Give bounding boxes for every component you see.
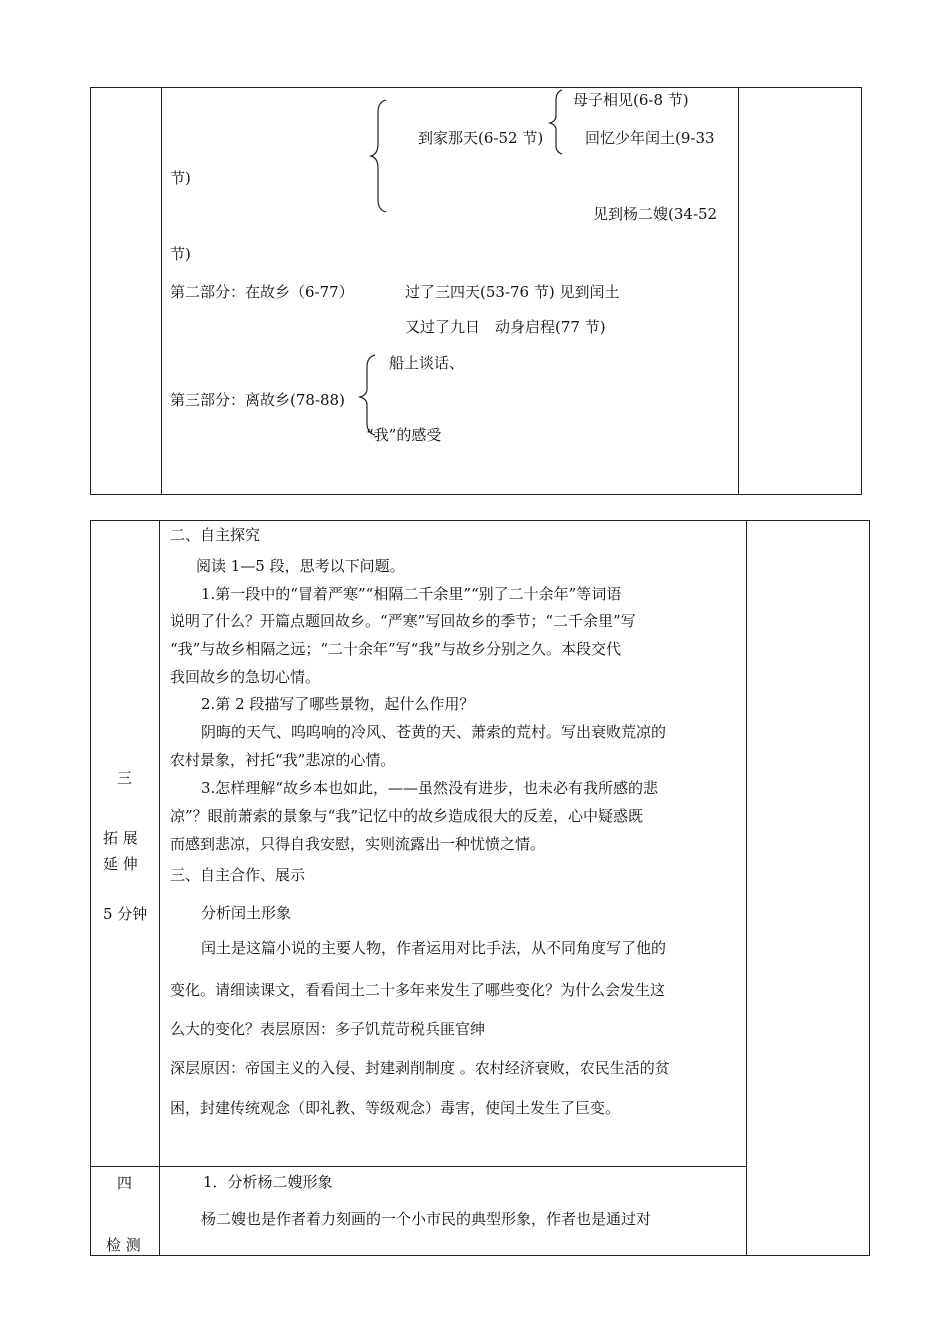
q1-line-2: 说明了什么？开篇点题回故乡。“严寒”写回故乡的季节；“二千余里”写 xyxy=(170,612,636,630)
table-2-divider-right xyxy=(746,520,747,1256)
q3-line-2: 凉”？眼前萧索的景象与“我”记忆中的故乡造成很大的反差，心中疑惑既 xyxy=(170,807,644,825)
q2-line-3: 农村景象，衬托“我”悲凉的心情。 xyxy=(170,751,396,769)
section-3-time: 5 分钟 xyxy=(103,905,148,923)
section-3-title-line-2: 延 伸 xyxy=(103,855,138,873)
outline-meet-yang: 见到杨二嫂(34-52 xyxy=(593,205,718,223)
instruction-read: 阅读 1—5 段，思考以下问题。 xyxy=(196,557,405,575)
outline-mother-son: 母子相见(6-8 节) xyxy=(573,91,689,109)
table-2-row-separator xyxy=(90,1166,746,1167)
section-3-title-line-1: 拓 展 xyxy=(103,829,138,847)
outline-my-feeling: “我”的感受 xyxy=(366,426,442,444)
runtu-line-3: 么大的变化？表层原因：多子饥荒苛税兵匪官绅 xyxy=(170,1020,486,1038)
outline-jie-2: 节) xyxy=(170,245,191,263)
yang-line-1: 杨二嫂也是作者着力刻画的一个小市民的典型形象，作者也是通过对 xyxy=(201,1210,652,1228)
outline-brace-part3 xyxy=(359,355,379,435)
outline-boat-talk: 船上谈话、 xyxy=(389,354,465,372)
q1-line-1: 1.第一段中的“冒着严寒”“相隔二千余里”“别了二十余年”等词语 xyxy=(201,585,622,603)
outline-part-3: 第三部分：离故乡(78-88) xyxy=(170,391,345,409)
runtu-line-2: 变化。请细读课文，看看闰土二十多年来发生了哪些变化？为什么会发生这 xyxy=(170,981,666,999)
q3-line-3: 而感到悲凉，只得自我安慰，实则流露出一种忧愤之情。 xyxy=(170,835,546,853)
table-1-divider-left xyxy=(161,87,162,495)
q2-line-1: 2.第 2 段描写了哪些景物，起什么作用？ xyxy=(201,695,475,713)
section-4-number: 四 xyxy=(117,1174,133,1192)
outline-brace-small xyxy=(548,90,568,154)
q3-line-1: 3.怎样理解“故乡本也如此，——虽然没有进步，也未必有我所感的悲 xyxy=(201,779,658,797)
q1-line-3: “我”与故乡相隔之远；“二十余年”写“我”与故乡分别之久。本段交代 xyxy=(170,640,622,658)
table-2-divider-left xyxy=(159,520,160,1256)
outline-three-four-days: 过了三四天(53-76 节) 见到闰土 xyxy=(405,283,620,301)
outline-recall-runtu: 回忆少年闰土(9-33 xyxy=(585,129,715,147)
outline-arrival-day: 到家那天(6-52 节) xyxy=(418,129,544,147)
runtu-deep-cause-1: 深层原因：帝国主义的入侵、封建剥削制度 。农村经济衰败，农民生活的贫 xyxy=(170,1059,670,1077)
heading-self-study: 二、自主探究 xyxy=(170,526,261,544)
q1-line-4: 我回故乡的急切心情。 xyxy=(170,668,321,686)
section-4-title: 检 测 xyxy=(106,1236,141,1254)
table-1-divider-right xyxy=(738,87,739,495)
outline-nine-days: 又过了九日 动身启程(77 节) xyxy=(405,318,606,336)
task-analyze-runtu: 分析闰土形象 xyxy=(201,904,292,922)
runtu-line-1: 闰土是这篇小说的主要人物，作者运用对比手法，从不同角度写了他的 xyxy=(201,939,667,957)
runtu-deep-cause-2: 困，封建传统观念（即礼教、等级观念）毒害，使闰土发生了巨变。 xyxy=(170,1099,621,1117)
outline-part-2: 第二部分：在故乡（6-77） xyxy=(170,283,354,301)
task-analyze-yang: 1．分析杨二嫂形象 xyxy=(203,1173,333,1191)
section-3-number: 三 xyxy=(117,769,133,787)
q2-line-2: 阴晦的天气、呜呜响的冷风、苍黄的天、萧索的荒村。写出衰败荒凉的 xyxy=(201,723,667,741)
heading-cooperation: 三、自主合作、展示 xyxy=(170,866,306,884)
outline-jie-1: 节) xyxy=(170,169,191,187)
outline-brace-large xyxy=(370,100,390,212)
